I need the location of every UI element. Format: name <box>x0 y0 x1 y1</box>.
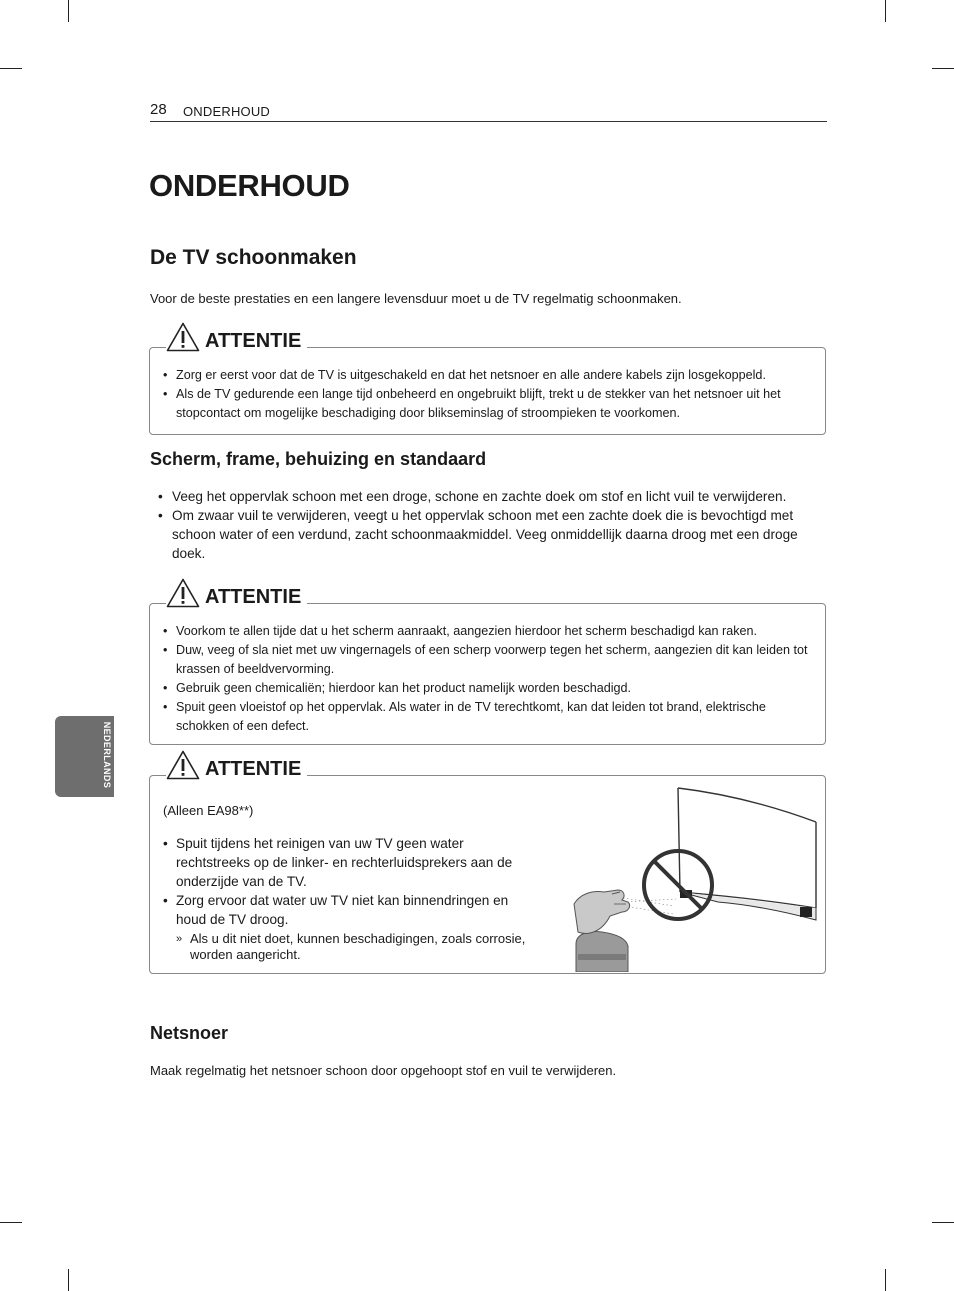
no-spray-illustration <box>568 786 822 972</box>
list-item: • Spuit tijdens het reinigen van uw TV geen water rechtstreeks op de linker- en rechterluidsprekers aan de onderzijde van de TV. <box>163 834 533 891</box>
list-item: • Duw, veeg of sla niet met uw vingernagels of een scherp voorwerp tegen het scherm, aangezien dit kan leiden tot krassen of beeldvervorming. <box>163 641 819 679</box>
screen-cleaning-list <box>150 487 830 563</box>
warning-triangle-icon <box>166 750 200 780</box>
caution-box-1 <box>149 330 826 435</box>
cord-text: Maak regelmatig het netsnoer schoon door opgehoopt stof en vuil te verwijderen. <box>150 1063 617 1078</box>
list-item-text: Zorg ervoor dat water uw TV niet kan binnendringen en houd de TV droog. <box>176 893 509 927</box>
caution-label: ATTENTIE <box>205 758 302 780</box>
section-heading-screen: Scherm, frame, behuizing en standaard <box>150 449 487 469</box>
model-note: (Alleen EA98**) <box>163 803 254 818</box>
crop-mark <box>0 1222 22 1223</box>
crop-mark <box>932 68 954 69</box>
list-item: • Gebruik geen chemicaliën; hierdoor kan het product namelijk worden beschadigd. <box>163 679 819 698</box>
crop-mark <box>932 1222 954 1223</box>
crop-mark <box>885 0 886 22</box>
language-side-tab-label: NEDERLANDS <box>102 721 112 789</box>
section-heading-cleaning: De TV schoonmaken <box>150 246 357 269</box>
section-heading-cord: Netsnoer <box>150 1023 229 1043</box>
caution-list <box>163 834 533 963</box>
list-item: • Om zwaar vuil te verwijderen, veegt u het oppervlak schoon met een zachte doek die is bevochtigd met schoon water of een verdund, zacht schoonmaakmiddel. Veeg onmiddellijk daarna droog met een droge doek. <box>150 506 830 563</box>
list-item: • Spuit geen vloeistof op het oppervlak. Als water in de TV terechtkomt, kan dat leiden tot brand, elektrische schokken of een defect. <box>163 698 819 736</box>
list-item: • Als de TV gedurende een lange tijd onbeheerd en ongebruikt blijft, trekt u de stekker van het netsnoer uit het stopcontact om mogelijke beschadiging door blikseminslag of stroompieken te voorkomen. <box>163 385 819 423</box>
caution-header <box>166 578 307 608</box>
caution-label: ATTENTIE <box>205 330 302 352</box>
caution-header <box>166 750 307 780</box>
crop-mark <box>885 1269 886 1291</box>
caution-header <box>166 322 307 352</box>
sub-list-item: » Als u dit niet doet, kunnen beschadigingen, zoals corrosie, worden aangericht. <box>176 931 533 963</box>
list-item: • Voorkom te allen tijde dat u het scherm aanraakt, aangezien hierdoor het scherm beschadigd kan raken. <box>163 622 819 641</box>
crop-mark <box>0 68 22 69</box>
cleaning-intro: Voor de beste prestaties en een langere levensduur moet u de TV regelmatig schoonmaken. <box>150 291 682 306</box>
header-rule <box>150 121 827 122</box>
warning-triangle-icon <box>166 578 200 608</box>
running-header-section: ONDERHOUD <box>183 104 271 119</box>
list-item: • Veeg het oppervlak schoon met een droge, schone en zachte doek om stof en licht vuil te verwijderen. <box>150 487 830 506</box>
caution-box-3 <box>149 758 826 974</box>
list-item <box>163 891 533 963</box>
caution-list <box>163 622 819 736</box>
list-item: • Zorg er eerst voor dat de TV is uitgeschakeld en dat het netsnoer en alle andere kabels zijn losgekoppeld. <box>163 366 819 385</box>
warning-triangle-icon <box>166 322 200 352</box>
page-number: 28 <box>150 101 167 118</box>
caution-list <box>163 366 819 423</box>
caution-label: ATTENTIE <box>205 586 302 608</box>
page-title: ONDERHOUD <box>149 168 350 203</box>
crop-mark <box>68 0 69 22</box>
caution-box-2 <box>149 586 826 745</box>
crop-mark <box>68 1269 69 1291</box>
